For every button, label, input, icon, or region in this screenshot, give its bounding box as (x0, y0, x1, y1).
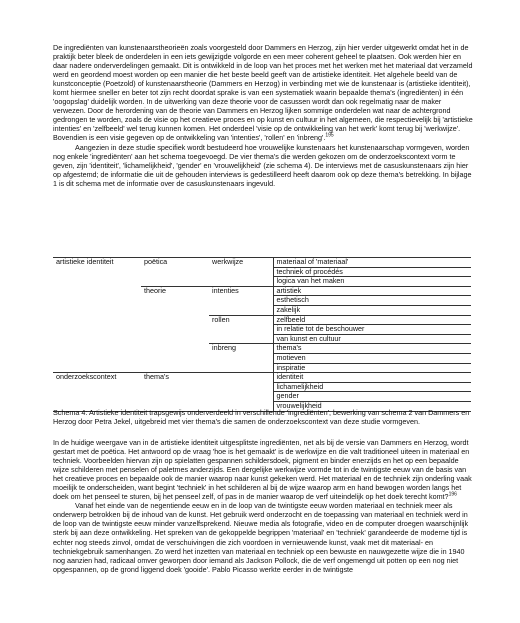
schema-cell-level4: motieven (273, 353, 471, 363)
footnote-ref: 196 (448, 491, 457, 498)
schema-cell-level4: techniek of procédés (273, 267, 471, 277)
schema-cell-level4: thema's (273, 344, 471, 354)
schema-cell-level4: zakelijk (273, 305, 471, 315)
schema-cell-level4: gender (273, 392, 471, 402)
schema-cell-level2: thema's (141, 373, 209, 383)
schema-cell-level4: esthetisch (273, 296, 471, 306)
schema-cell-level4: artistiek (273, 286, 471, 296)
paragraph-intro (53, 43, 476, 188)
schema-caption: Schema 4: Artistieke identiteit trapsgewijs onderverdeeld in verschillende 'ingrediënten', bewerking van schema 2 van Dammers en Herzog door Petra Jekel, uitgebreid met vier thema's die samen de onderzoekscontext van deze studie vormgeven. (53, 408, 470, 427)
schema-cell-level3: intenties (209, 286, 273, 296)
schema-cell-level4: materiaal of 'materiaal' (273, 258, 471, 268)
schema-cell-level2: poëtica (141, 258, 209, 268)
schema-cell-level4: lichamelijkheid (273, 382, 471, 392)
schema-cell-level1: onderzoekscontext (53, 373, 141, 383)
paragraph-context-text: Aangezien in deze studie specifiek wordt bestudeerd hoe vrouwelijke kunstenaars het kunstenaarschap vormgeven, worden nog enkele 'ingrediënten' aan het schema toegevoegd. De vier thema's die werden gekozen om de onderzoekscontext vorm te geven, zijn 'identiteit', 'lichamelijkheid', 'gender' en 'vrouwelijkheid' (zie schema 4). De interviews met de casuskunstenaars zijn hier op afgestemd; de informatie die uit de gehouden interviews is gedestilleerd heeft daarom ook op deze thema's betrekking. In bijlage 1 is dit schema met de informatie over de casuskunstenaars ingevuld. (53, 142, 472, 188)
schema-table (53, 257, 471, 412)
schema-cell-level2: theorie (141, 286, 209, 296)
schema-cell-level4: identiteit (273, 373, 471, 383)
schema-cell-level3: rollen (209, 315, 273, 325)
schema-cell-level4: inspiratie (273, 363, 471, 373)
schema-cell-level4: van kunst en cultuur (273, 334, 471, 344)
paragraph-poetics (53, 438, 476, 574)
paragraph-modern-text: Vanaf het einde van de negentiende eeuw en in de loop van de twintigste eeuw worden materiaal en techniek meer als onderwerp betrokken bij de inhoud van de kunst. Het gebruik werd onderzocht en de toepassing van materiaal en techniek werd in de loop van de twintigste eeuw minder vanzelfsprekend. Nieuwe media als fotografie, video en de computer droegen waarschijnlijk sterk bij aan deze ontwikkeling. Het spreken van de gekoppelde begrippen 'materiaal' en 'techniek' garandeerde de moderne tijd is echter nog steeds zinvol, omdat de verschuivingen die zich voordoen in vernieuwende kunst, vaak met dit materiaal- en techniekgebruik samenhangen. Zo werd het inzetten van materiaal en techniek op een bewuste en nauwgezette wijze die in 1940 nog aanzien had, radicaal omver geworpen door iemand als Jackson Pollock, die de verf ongemengd uit potten op een nog niet opgespannen, op de grond liggend doek 'gooide'. Pablo Picasso werkte eerder in de twintigste (53, 501, 469, 574)
paragraph-intro-text: De ingrediënten van kunstenaarstheorieën zoals voorgesteld door Dammers en Herzog, zijn hier verder uitgewerkt omdat het in de praktijk beter bleek de onderdelen in een iets gewijzigde volgorde en een meer coherent geheel te plaatsen. Ook werden hier en daar nadere onderverdelingen gemaakt. Dit is ontwikkeld in de loop van het proces met het werken met het materiaal dat verzameld werd en geordend moest worden op een manier die het beste beeld geeft van de artistieke identiteit. Het algehele beeld van de kunstconceptie (Poetzold) of kunstenaarstheorie (Dammers en Herzog) in verbinding met wie de kunstenaar is (artistieke identiteit), komt hiermee sneller en beter tot zijn recht doordat sprake is van een systematiek waarin bepaalde thema's (ingrediënten) in één 'oogopslag' duidelijk worden. In de uitwerking van deze theorie voor de casussen wordt dan ook regelmatig naar de maker verwezen. Door de herordening van de theorie van Dammers en Herzog lijken sommige onderdelen wat naar de achtergrond gedrongen te worden, zoals de visie op het creatieve proces en op kunst en cultuur in het algemeen, die respectievelijk bij 'artistieke intenties' en 'zelfbeeld' wel terug kunnen komen. Het onderdeel 'visie op de ontwikkeling van het werk' komt terug bij 'werkwijze'. Bovendien is een visie gegeven op de ontwikkeling van 'intenties', 'rollen' en 'inbreng'. (53, 43, 473, 143)
schema-cell-level4: zelfbeeld (273, 315, 471, 325)
schema-cell-level3: werkwijze (209, 258, 273, 268)
paragraph-poetics-text: In de huidige weergave van in de artistieke identiteit uitgesplitste ingrediënten, net als bij de versie van Dammers en Herzog, wordt gestart met de poëtica. Het antwoord op de vraag 'hoe is het gemaakt' is de werkwijze en die valt traditioneel uiteen in materiaal en techniek. Voorbeelden hiervan zijn op spielatten gespannen schildersdoek, pigment en binder enerzijds en het op een bepaalde wijze schilderen met penselen of paletmes anderzijds. Een dergelijke werkwijze vormde tot in de twintigste eeuw van de basis van het creatieve proces en bepaalde ook de manier waarop naar kunst gekeken werd. Het materiaal en de techniek zijn onderling vaak moeilijk te onderscheiden, want begint 'techniek' in het schilderen al bij de wijze waarop arm en hand bewogen worden langs het doek om het penseel te sturen, bij het penseel zelf, of pas in de manier waarop de verf uiteindelijk op het doek terecht komt? (53, 438, 472, 502)
schema-cell-level4: logica van het maken (273, 277, 471, 287)
schema-cell-level4: vrouwelijkheid (273, 401, 471, 411)
schema-cell-level4: in relatie tot de beschouwer (273, 325, 471, 335)
schema-cell-level3: inbreng (209, 344, 273, 354)
footnote-ref: 195 (325, 133, 334, 140)
schema-cell-level1: artistieke identiteit (53, 258, 141, 268)
